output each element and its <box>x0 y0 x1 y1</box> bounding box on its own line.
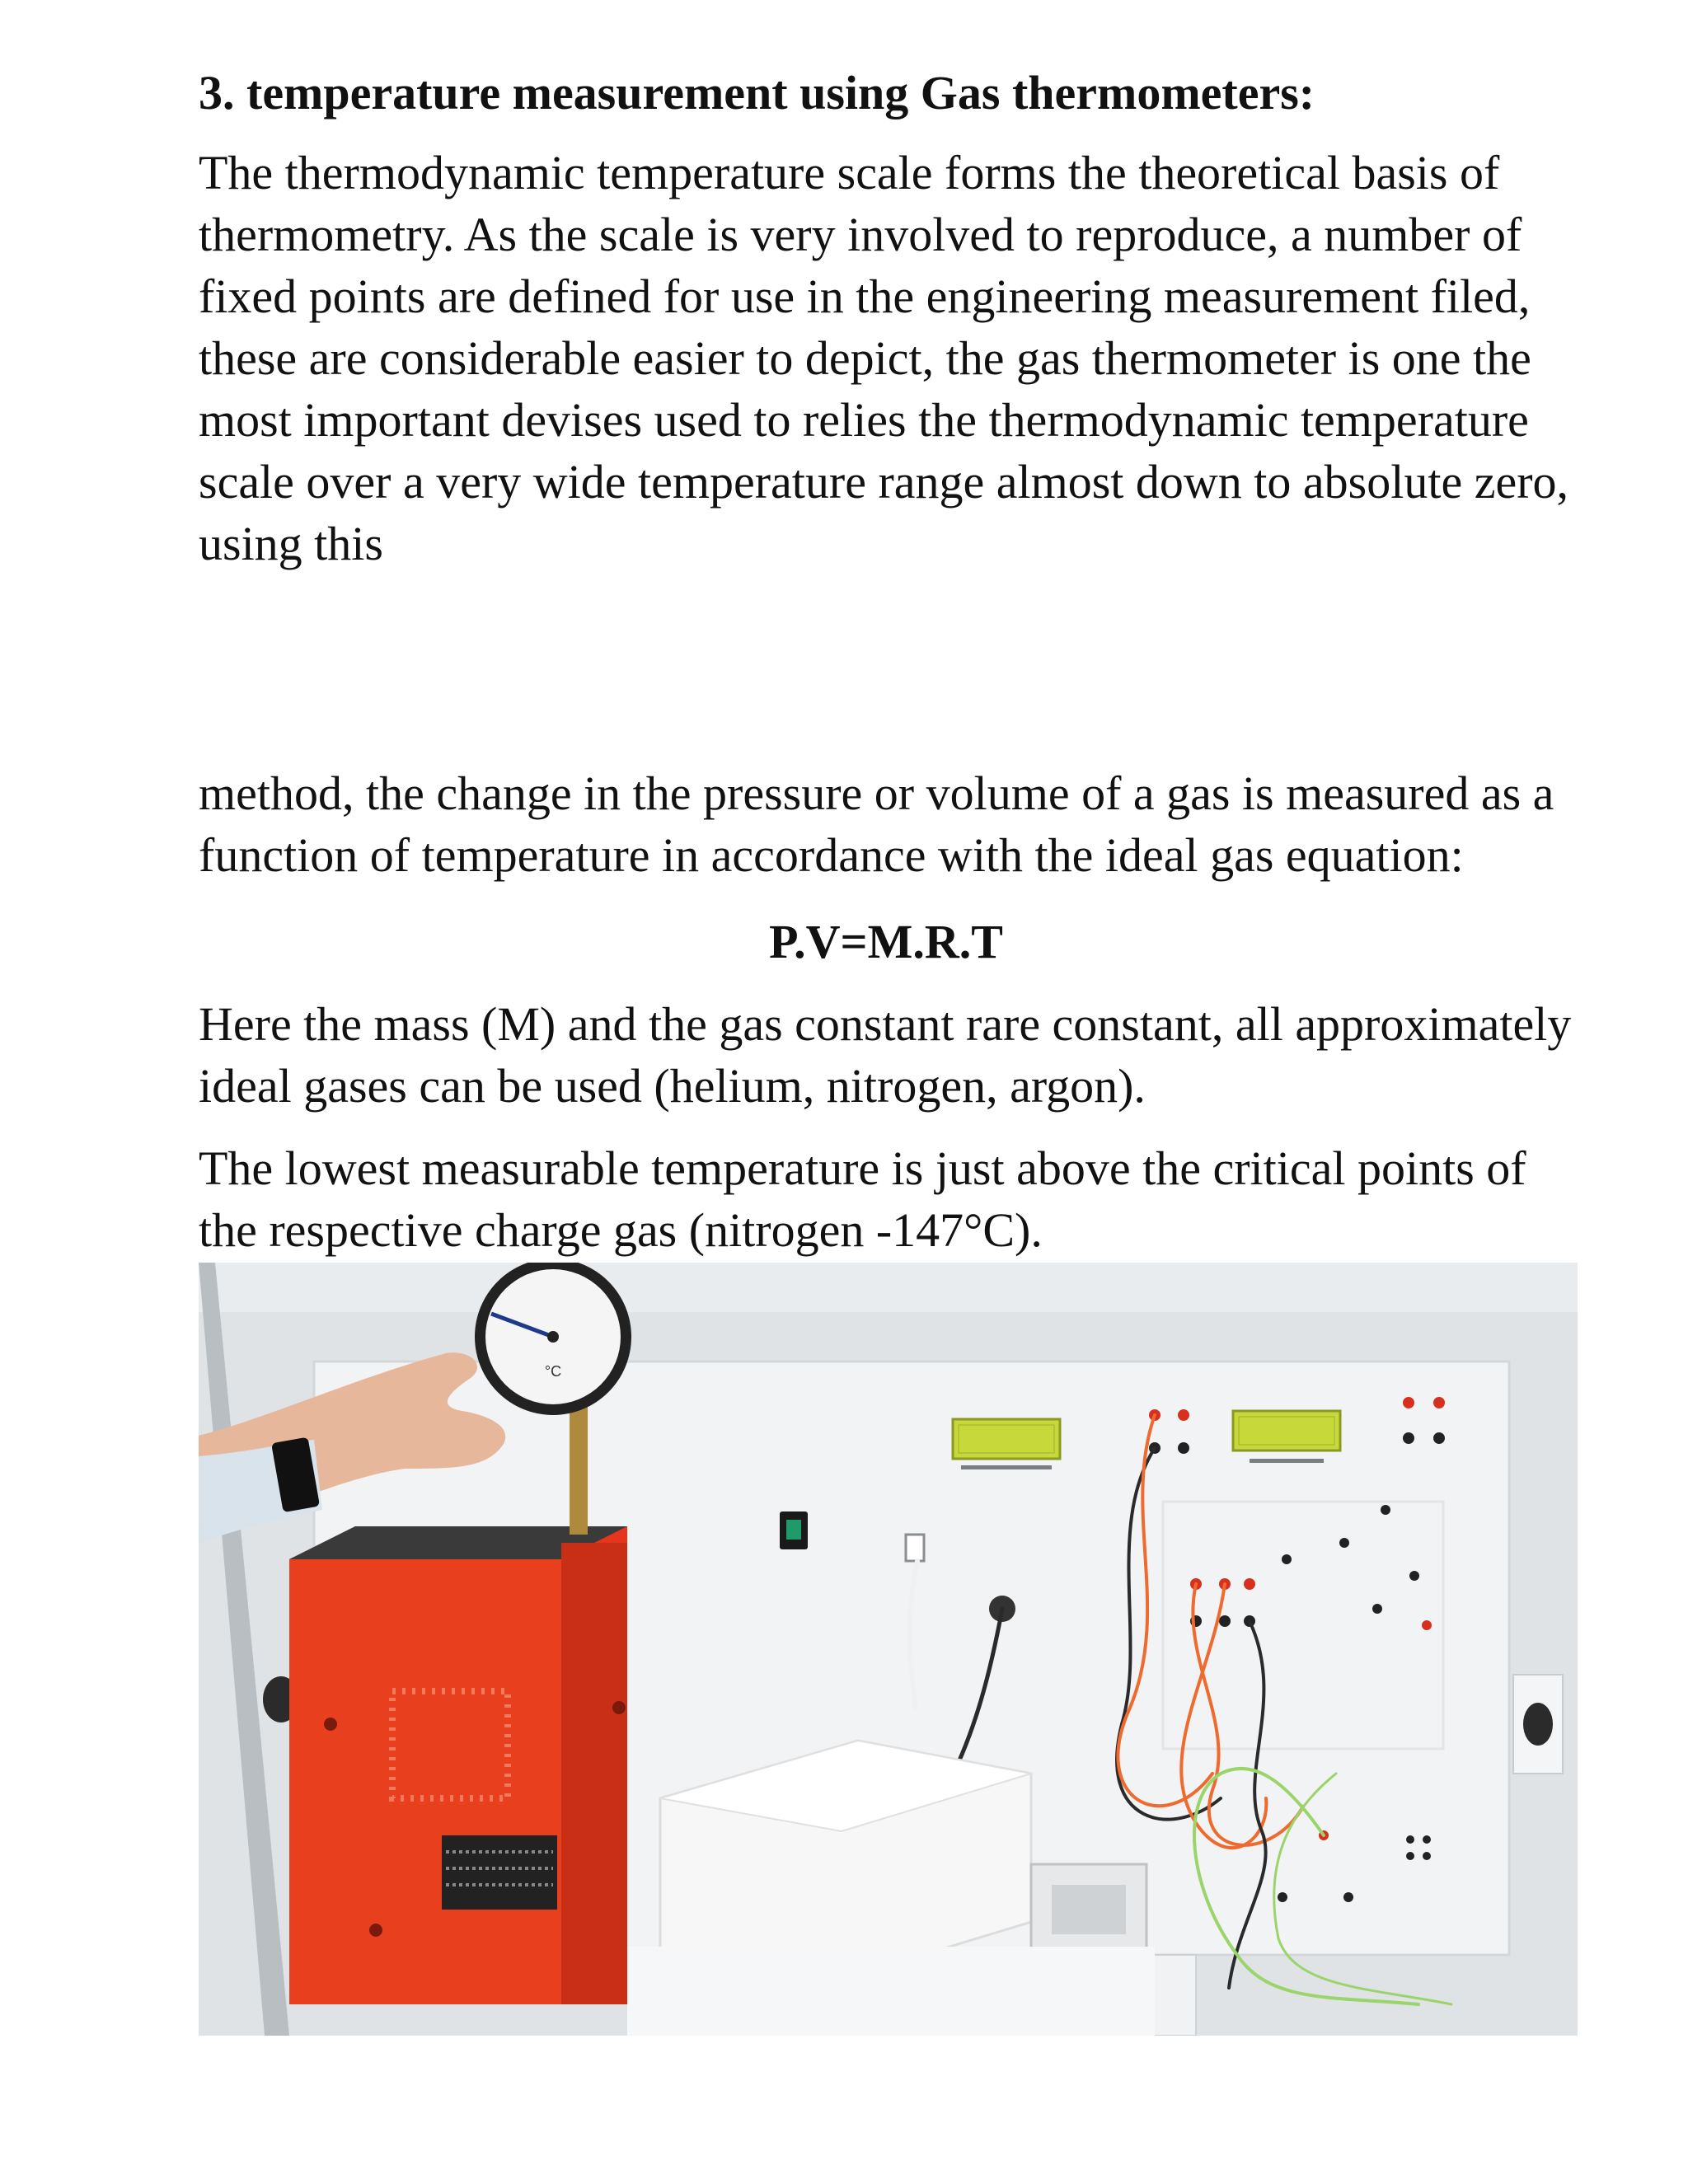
gauge-unit-label: °C <box>544 1363 562 1380</box>
paragraph-lowest-temperature: The lowest measurable temperature is just above the critical points of the respective charge gas (nitrogen -147°C). <box>199 1141 1526 1257</box>
gas-thermometer-apparatus-photo <box>199 1263 1578 2036</box>
paragraph-gases: Here the mass (M) and the gas constant rare constant, all approximately ideal gases can be used (helium, nitrogen, argon). <box>199 997 1572 1113</box>
heater-vent <box>442 1835 557 1910</box>
sensor-socket <box>906 1535 924 1561</box>
apparatus-illustration <box>199 1263 1578 2036</box>
section-heading: 3. temperature measurement using Gas thermometers: <box>199 66 1315 120</box>
pressure-gauge <box>475 1263 631 1415</box>
paragraph-method: method, the change in the pressure or volume of a gas is measured as a function of temperature in accordance with the ideal gas equation: <box>199 766 1554 882</box>
heater-unit <box>289 1526 627 2004</box>
paragraph-intro: The thermodynamic temperature scale forms the theoretical basis of thermometry. As the scale is very involved to reproduce, a number of fixed points are defined for use in the engineering measurement filed, these are considerable easier to depict, the gas thermometer is one the most important devises used to relies the thermodynamic temperature scale over a very wide temperature range almost down to absolute zero, using this <box>199 146 1569 570</box>
ideal-gas-equation: P.V=M.R.T <box>769 915 1003 968</box>
